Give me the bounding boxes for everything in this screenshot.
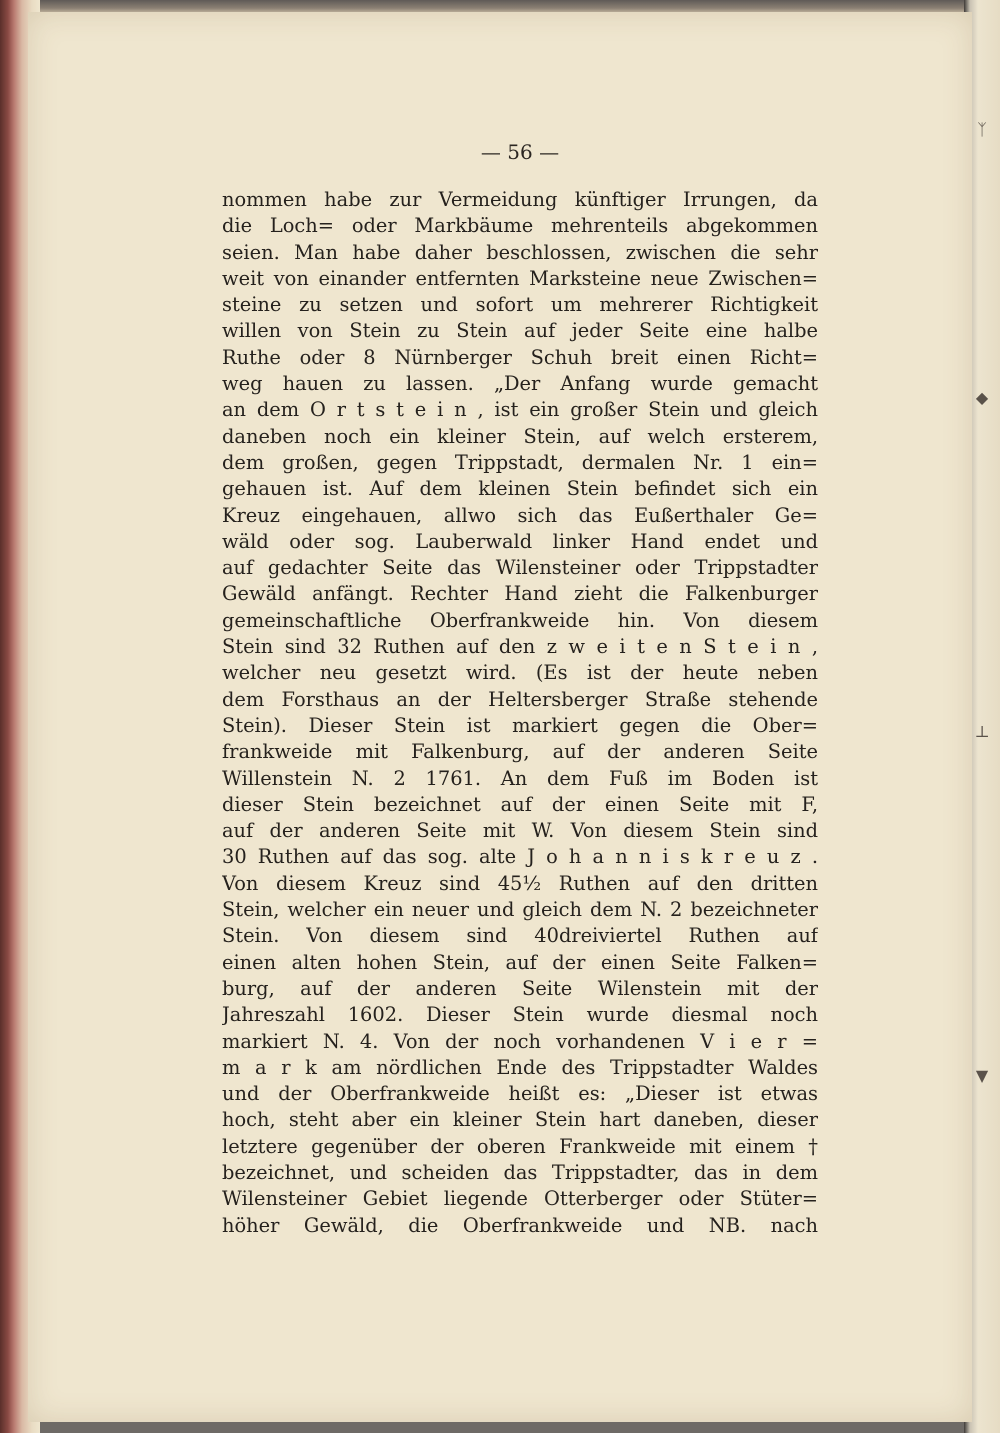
text-line: Stein). Dieser Stein ist markiert gegen die Ober= <box>222 713 818 737</box>
text-line: gehauen ist. Auf dem kleinen Stein befindet sich ein <box>222 477 818 501</box>
text-line: Stein. Von diesem sind 40dreiviertel Ruthen auf <box>222 924 818 948</box>
text-line: bezeichnet, und scheiden das Trippstadter, das in dem <box>222 1160 818 1184</box>
text-line: höher Gewäld, die Oberfrankweide und NB. nach <box>222 1213 818 1237</box>
text-line: burg, auf der anderen Seite Wilenstein mit der <box>222 976 818 1000</box>
text-line: Jahreszahl 1602. Dieser Stein wurde diesmal noch <box>222 1003 818 1027</box>
text-line: hoch, steht aber ein kleiner Stein hart daneben, dieser <box>222 1108 818 1132</box>
text-line: steine zu setzen und sofort um mehrerer Richtigkeit <box>222 293 818 317</box>
text-line: wäld oder sog. Lauberwald linker Hand endet und <box>222 529 818 553</box>
text-line: dem Forsthaus an der Heltersberger Straße stehende <box>222 687 818 711</box>
text-line: frankweide mit Falkenburg, auf der anderen Seite <box>222 740 818 764</box>
text-line: die Loch= oder Markbäume mehrenteils abgekommen <box>222 214 818 238</box>
text-line: nommen habe zur Vermeidung künftiger Irrungen, da <box>222 188 818 211</box>
text-line: dieser Stein bezeichnet auf der einen Seite mit F, <box>222 792 818 816</box>
page-number: — 56 — <box>480 140 560 164</box>
text-line: Willenstein N. 2 1761. An dem Fuß im Boden ist <box>222 766 818 790</box>
text-line: Ruthe oder 8 Nürnberger Schuh breit einen Richt= <box>222 345 818 369</box>
text-line: und der Oberfrankweide heißt es: „Dieser ist etwas <box>222 1082 818 1106</box>
page-edge-mark-icon: ◆ <box>975 388 989 407</box>
text-line: 30 Ruthen auf das sog. alte J o h a n n i s k r e u z . <box>222 845 818 869</box>
text-line: Kreuz eingehauen, allwo sich das Eußerthaler Ge= <box>222 503 818 527</box>
text-line: einen alten hohen Stein, auf der einen Seite Falken= <box>222 950 818 974</box>
text-line: letztere gegenüber der oberen Frankweide mit einem † <box>222 1134 818 1158</box>
text-line: weg hauen zu lassen. „Der Anfang wurde gemacht <box>222 372 818 396</box>
page-edge-mark-icon: ⊥ <box>974 722 990 741</box>
text-line: auf gedachter Seite das Wilensteiner oder Trippstadter <box>222 556 818 580</box>
text-line: markiert N. 4. Von der noch vorhandenen V i e r = <box>222 1029 818 1053</box>
page-edge-mark-icon: ▼ <box>975 1066 989 1085</box>
text-line: Von diesem Kreuz sind 45½ Ruthen auf den dritten <box>222 871 818 895</box>
page-edge-mark-icon: ᛉ <box>977 120 987 139</box>
text-line: auf der anderen Seite mit W. Von diesem Stein sind <box>222 819 818 843</box>
body-text <box>222 187 818 1239</box>
text-line: seien. Man habe daher beschlossen, zwischen die sehr <box>222 240 818 264</box>
text-line: m a r k am nördlichen Ende des Trippstadter Waldes <box>222 1055 818 1079</box>
text-line: dem großen, gegen Trippstadt, dermalen Nr. 1 ein= <box>222 450 818 474</box>
text-line: willen von Stein zu Stein auf jeder Seite eine halbe <box>222 319 818 343</box>
text-line: Stein, welcher ein neuer und gleich dem N. 2 bezeichneter <box>222 898 818 922</box>
text-line: daneben noch ein kleiner Stein, auf welch ersterem, <box>222 424 818 448</box>
text-line: Stein sind 32 Ruthen auf den z w e i t e n S t e i n , <box>222 635 818 659</box>
text-line: gemeinschaftliche Oberfrankweide hin. Von diesem <box>222 608 818 632</box>
text-line: Wilensteiner Gebiet liegende Otterberger oder Stüter= <box>222 1187 818 1211</box>
text-line: welcher neu gesetzt wird. (Es ist der heute neben <box>222 661 818 685</box>
text-line: weit von einander entfernten Marksteine neue Zwischen= <box>222 266 818 290</box>
text-line: Gewäld anfängt. Rechter Hand zieht die Falkenburger <box>222 582 818 606</box>
text-line: an dem O r t s t e i n , ist ein großer Stein und gleich <box>222 398 818 422</box>
